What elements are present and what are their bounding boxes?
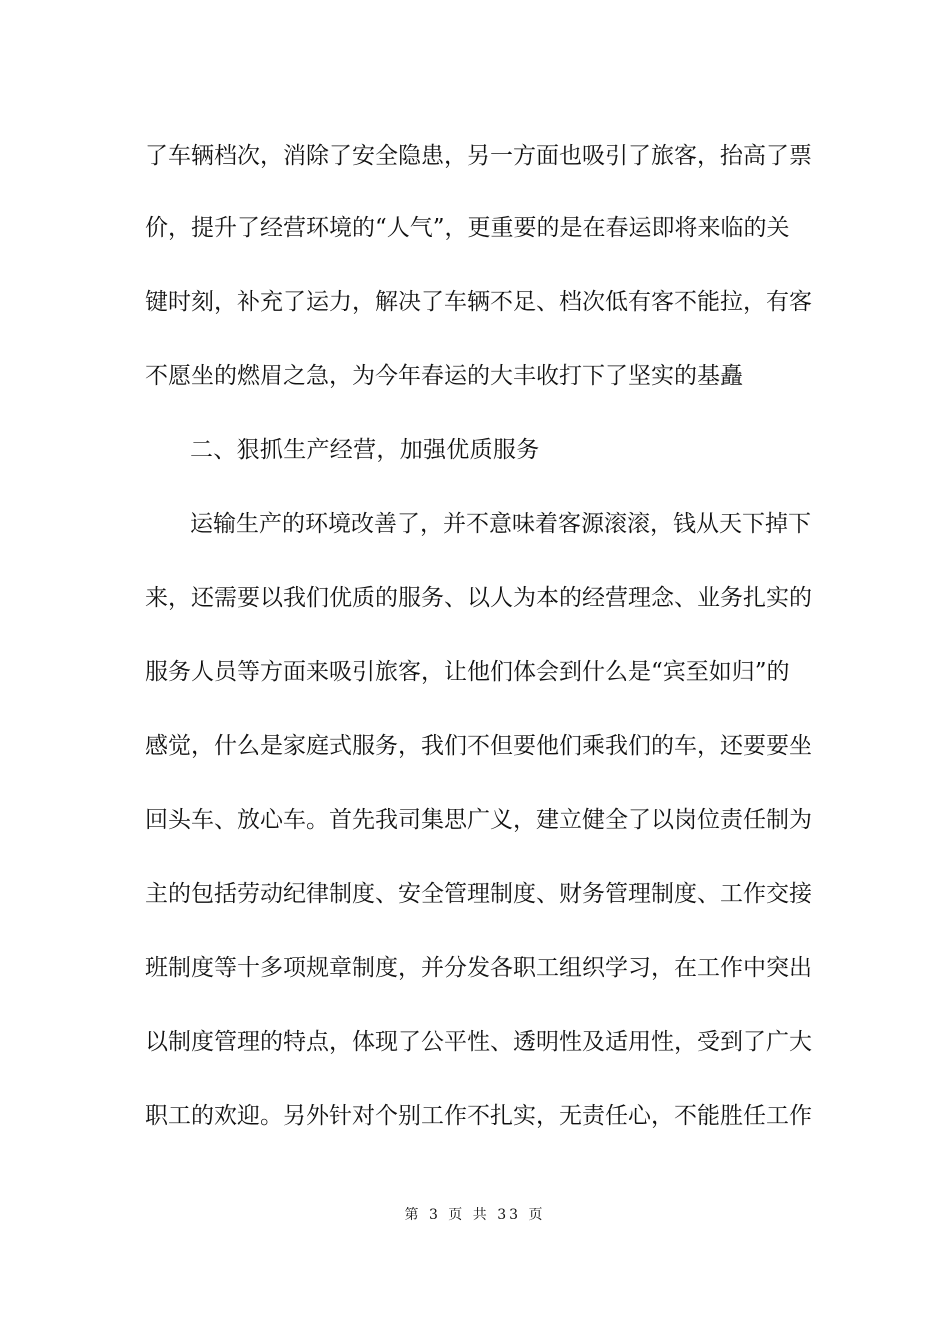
paragraph-line: 主的包括劳动纪律制度、安全管理制度、财务管理制度、工作交接 (145, 881, 812, 907)
paragraph-line: 来，还需要以我们优质的服务、以人为本的经营理念、业务扎实的 (145, 585, 812, 611)
paragraph-line: 了车辆档次，消除了安全隐患，另一方面也吸引了旅客，抬高了票 (145, 143, 812, 169)
paragraph-line: 职工的欢迎。另外针对个别工作不扎实，无责任心，不能胜任工作 (145, 1103, 812, 1129)
page-number-label: 第 3 页 共 33 页 (404, 1207, 546, 1223)
paragraph-line: 感觉，什么是家庭式服务，我们不但要他们乘我们的车，还要要坐 (145, 733, 812, 759)
paragraph-line: 运输生产的环境改善了，并不意味着客源滚滚，钱从天下掉下 (190, 511, 811, 537)
paragraph-line: 不愿坐的燃眉之急，为今年春运的大丰收打下了坚实的基矗 (145, 363, 743, 389)
section-heading: 二、狠抓生产经营，加强优质服务 (190, 437, 540, 463)
paragraph-line: 价，提升了经营环境的“人气”，更重要的是在春运即将来临的关 (145, 215, 790, 241)
paragraph-line: 回头车、放心车。首先我司集思广义，建立健全了以岗位责任制为 (145, 807, 812, 833)
paragraph-line: 班制度等十多项规章制度，并分发各职工组织学习，在工作中突出 (145, 955, 812, 981)
page-footer (0, 1206, 950, 1224)
paragraph-line: 服务人员等方面来吸引旅客，让他们体会到什么是“宾至如归”的 (145, 659, 790, 685)
paragraph-line: 键时刻，补充了运力，解决了车辆不足、档次低有客不能拉，有客 (145, 289, 812, 315)
paragraph-line: 以制度管理的特点，体现了公平性、透明性及适用性，受到了广大 (145, 1029, 812, 1055)
